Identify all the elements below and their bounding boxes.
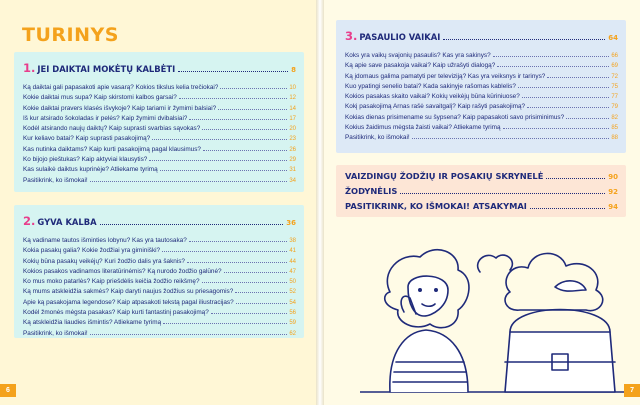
leader-dots xyxy=(522,93,610,98)
extra-page: 92 xyxy=(608,188,618,196)
leader-dots xyxy=(160,166,288,171)
toc-entry[interactable] xyxy=(23,308,296,318)
leader-dots xyxy=(530,203,605,209)
leader-dots xyxy=(412,134,610,139)
chapter-3 xyxy=(336,20,626,153)
page-number-left: 6 xyxy=(0,384,16,397)
entry-page: 34 xyxy=(289,177,296,184)
leader-dots xyxy=(443,34,605,40)
entry-text: Iš kur atsirado šokoladas ir pelės? Kaip žymimi dvibalsiai? xyxy=(23,114,188,122)
entry-text: Kas nutinka daiktams? Kaip kurti pasakojimą pagal klausimus? xyxy=(23,145,201,153)
chapter-entries xyxy=(23,83,296,186)
entry-text: Kokia pasakų galia? Kokie žodžiai yra giminiški? xyxy=(23,247,161,255)
entry-text: Pasitikrink, ko išmokai! xyxy=(23,176,88,184)
toc-entry[interactable] xyxy=(345,82,618,92)
entry-text: Kokie daiktai mus supa? Kaip skirstomi kalbos garsai? xyxy=(23,94,177,102)
chapter-heading[interactable] xyxy=(23,61,296,75)
entry-page: 56 xyxy=(289,310,296,317)
book-gutter xyxy=(316,0,324,405)
leader-dots xyxy=(203,146,287,151)
entry-page: 47 xyxy=(289,268,296,275)
toc-entry[interactable] xyxy=(23,93,296,103)
toc-entry[interactable] xyxy=(23,83,296,93)
leader-dots xyxy=(202,278,288,283)
toc-entry[interactable] xyxy=(23,267,296,277)
leader-dots xyxy=(163,319,287,324)
leader-dots xyxy=(179,94,288,99)
toc-entry[interactable] xyxy=(345,113,618,123)
toc-entry[interactable] xyxy=(23,277,296,287)
toc-entry[interactable] xyxy=(345,92,618,102)
toc-entry[interactable] xyxy=(345,102,618,112)
leader-dots xyxy=(220,84,287,89)
entry-text: Kodėl žmonės mėgsta pasakas? Kaip kurti fantastinį pasakojimą? xyxy=(23,309,209,317)
chapter-title: JEI DAIKTAI MOKĖTŲ KALBĖTI xyxy=(37,64,176,74)
entry-page: 29 xyxy=(289,157,296,164)
toc-entry[interactable] xyxy=(345,61,618,71)
leader-dots xyxy=(100,219,284,225)
leader-dots xyxy=(162,247,287,252)
chapter-heading[interactable] xyxy=(345,29,618,43)
toc-entry[interactable] xyxy=(23,318,296,328)
leader-dots xyxy=(90,330,288,335)
chapter-page: 36 xyxy=(286,219,296,227)
extra-title: VAIZDINGŲ ŽODŽIŲ IR POSAKIŲ SKRYNELĖ xyxy=(345,171,544,181)
entry-text: Ką įdomaus galima pamatyti per televiziją? Kas yra veiksnys ir tarinys? xyxy=(345,72,546,80)
chapter-entries xyxy=(23,236,296,339)
entry-text: Kokį pasakojimą Arnas rašė savaitgalį? Kaip rašyti pasakojimą? xyxy=(345,103,526,111)
leader-dots xyxy=(224,268,288,273)
entry-page: 54 xyxy=(289,299,296,306)
toc-title: TURINYS xyxy=(22,24,119,46)
entry-page: 52 xyxy=(289,289,296,296)
entry-page: 12 xyxy=(289,95,296,102)
toc-entry[interactable] xyxy=(23,287,296,297)
leader-dots xyxy=(518,83,609,88)
extra-page: 90 xyxy=(608,173,618,181)
entry-page: 62 xyxy=(289,330,296,337)
entry-text: Koks yra vaikų svajonių pasaulis? Kas yra sakinys? xyxy=(345,52,491,59)
entry-text: Ką daiktai gali papasakoti apie vasarą? Kokios tikslus kelia trečiokai? xyxy=(23,84,219,91)
entry-text: Pasitikrink, ko išmokai! xyxy=(23,329,88,337)
entry-page: 17 xyxy=(289,115,296,122)
entry-page: 44 xyxy=(289,258,296,265)
toc-entry[interactable] xyxy=(23,298,296,308)
toc-entry[interactable] xyxy=(345,123,618,133)
entry-text: Kur keliavo batai? Kaip suprasti pasakojimą? xyxy=(23,135,151,143)
chapter-1 xyxy=(14,52,304,192)
toc-entry[interactable] xyxy=(23,176,296,186)
leader-dots xyxy=(400,188,605,194)
leader-dots xyxy=(152,135,287,140)
reading-child-illustration xyxy=(360,232,630,402)
extra-entry[interactable] xyxy=(345,184,618,199)
chapter-number: 3. xyxy=(345,29,358,43)
chapter-heading[interactable] xyxy=(23,214,296,228)
extra-title: PASITIKRINK, KO IŠMOKAI! ATSAKYMAI xyxy=(345,201,527,211)
entry-page: 31 xyxy=(289,167,296,174)
extra-page: 94 xyxy=(608,203,618,211)
leader-dots xyxy=(236,299,288,304)
entry-page: 41 xyxy=(289,248,296,255)
entry-page: 26 xyxy=(289,146,296,153)
entry-text: Kokie daiktai pravers klasės išvykoje? Kaip tariami ir žymimi balsiai? xyxy=(23,104,217,112)
entry-page: 88 xyxy=(611,135,618,142)
leader-dots xyxy=(503,124,610,129)
entry-page: 85 xyxy=(611,125,618,132)
entry-page: 10 xyxy=(289,85,296,91)
chapter-2 xyxy=(14,205,304,338)
toc-entry[interactable] xyxy=(23,124,296,134)
toc-entry[interactable] xyxy=(345,72,618,82)
chapter-number: 2. xyxy=(23,214,36,228)
chapter-title: GYVA KALBA xyxy=(37,217,97,227)
entry-text: Kas sulaikė daiktus kuprinėje? Atliekame tyrimą xyxy=(23,166,158,174)
chapter-page: 64 xyxy=(608,34,618,42)
toc-entry[interactable] xyxy=(23,134,296,144)
toc-entry[interactable] xyxy=(23,329,296,339)
chapter-entries xyxy=(345,51,618,144)
entry-page: 69 xyxy=(611,63,618,70)
toc-entry[interactable] xyxy=(345,51,618,61)
toc-entry[interactable] xyxy=(345,133,618,143)
extras-block xyxy=(336,165,626,217)
toc-entry[interactable] xyxy=(23,104,296,114)
leader-dots xyxy=(202,125,287,130)
entry-text: Ką atskleidžia liaudies išmintis? Atliekame tyrimą xyxy=(23,319,162,327)
leader-dots xyxy=(218,105,287,110)
leader-dots xyxy=(493,52,610,57)
toc-entry[interactable] xyxy=(23,246,296,256)
entry-page: 20 xyxy=(289,126,296,133)
leader-dots xyxy=(497,62,609,67)
entry-page: 38 xyxy=(289,238,296,244)
entry-text: Kokių būna pasakų veikėjų? Kuri žodžio dalis yra šaknis? xyxy=(23,257,185,265)
toc-entry[interactable] xyxy=(23,145,296,155)
entry-page: 75 xyxy=(611,83,618,90)
leader-dots xyxy=(235,288,287,293)
leader-dots xyxy=(90,177,288,182)
page-number-right: 7 xyxy=(624,384,640,397)
leader-dots xyxy=(211,309,288,314)
entry-text: Kokios pasakos vadinamos literatūrinėmis? Ką nurodo žodžio galūnė? xyxy=(23,267,222,275)
leader-dots xyxy=(189,115,287,120)
entry-text: Ką vadiname tautos išminties lobynu? Kas yra tautosaka? xyxy=(23,237,187,244)
entry-page: 23 xyxy=(289,136,296,143)
toc-entry[interactable] xyxy=(23,155,296,165)
entry-text: Kokius žaidimus mėgsta žaisti vaikai? Atliekame tyrimą xyxy=(345,124,501,132)
entry-page: 77 xyxy=(611,94,618,101)
leader-dots xyxy=(149,156,287,161)
leader-dots xyxy=(189,237,288,242)
leader-dots xyxy=(547,73,609,78)
leader-dots xyxy=(178,66,288,72)
entry-text: Apie ką pasakojama legendose? Kaip atpasakoti tekstą pagal iliustracijas? xyxy=(23,298,234,306)
leader-dots xyxy=(566,114,609,119)
extra-entry[interactable] xyxy=(345,169,618,184)
toc-entry[interactable] xyxy=(23,114,296,124)
entry-page: 79 xyxy=(611,104,618,111)
entry-page: 14 xyxy=(289,105,296,112)
entry-page: 72 xyxy=(611,73,618,80)
entry-text: Ko mus moko patarlės? Kaip priešdėlis keičia žodžio reikšmę? xyxy=(23,278,200,286)
entry-text: Kokios pasakas skaito vaikai? Kokių veikėjų būna kūriniuose? xyxy=(345,93,520,101)
extra-entry[interactable] xyxy=(345,199,618,214)
entry-text: Kodėl atsirando naujų daiktų? Kaip suprasti svarbias sąvokas? xyxy=(23,125,201,133)
chapter-title: PASAULIO VAIKAI xyxy=(359,32,441,42)
entry-page: 59 xyxy=(289,320,296,327)
toc-entry[interactable] xyxy=(23,236,296,246)
toc-entry[interactable] xyxy=(23,165,296,175)
entry-page: 66 xyxy=(611,53,618,59)
toc-entry[interactable] xyxy=(23,257,296,267)
entry-text: Ką mums atskleidžia sakmės? Kaip daryti naujus žodžius su priesagomis? xyxy=(23,288,234,296)
chapter-page: 8 xyxy=(291,66,296,74)
entry-page: 82 xyxy=(611,114,618,121)
chapter-number: 1. xyxy=(23,61,36,75)
entry-page: 50 xyxy=(289,279,296,286)
entry-text: Pasitikrink, ko išmokai! xyxy=(345,134,410,142)
entry-text: Ko bijojo pieštukas? Kaip aktyviai klausytis? xyxy=(23,156,148,164)
entry-text: Kokias dienas prisimename su šypsena? Kaip papasakoti savo prisiminimus? xyxy=(345,113,565,121)
leader-dots xyxy=(546,173,605,179)
extra-title: ŽODYNĖLIS xyxy=(345,186,398,196)
leader-dots xyxy=(527,103,609,108)
entry-text: Kuo ypatingi senelio batai? Kada sakinyje rašomas kablelis? xyxy=(345,82,516,90)
leader-dots xyxy=(187,258,287,263)
entry-text: Ką apie save pasakoja vaikai? Kaip užrašyti dialogą? xyxy=(345,62,496,70)
